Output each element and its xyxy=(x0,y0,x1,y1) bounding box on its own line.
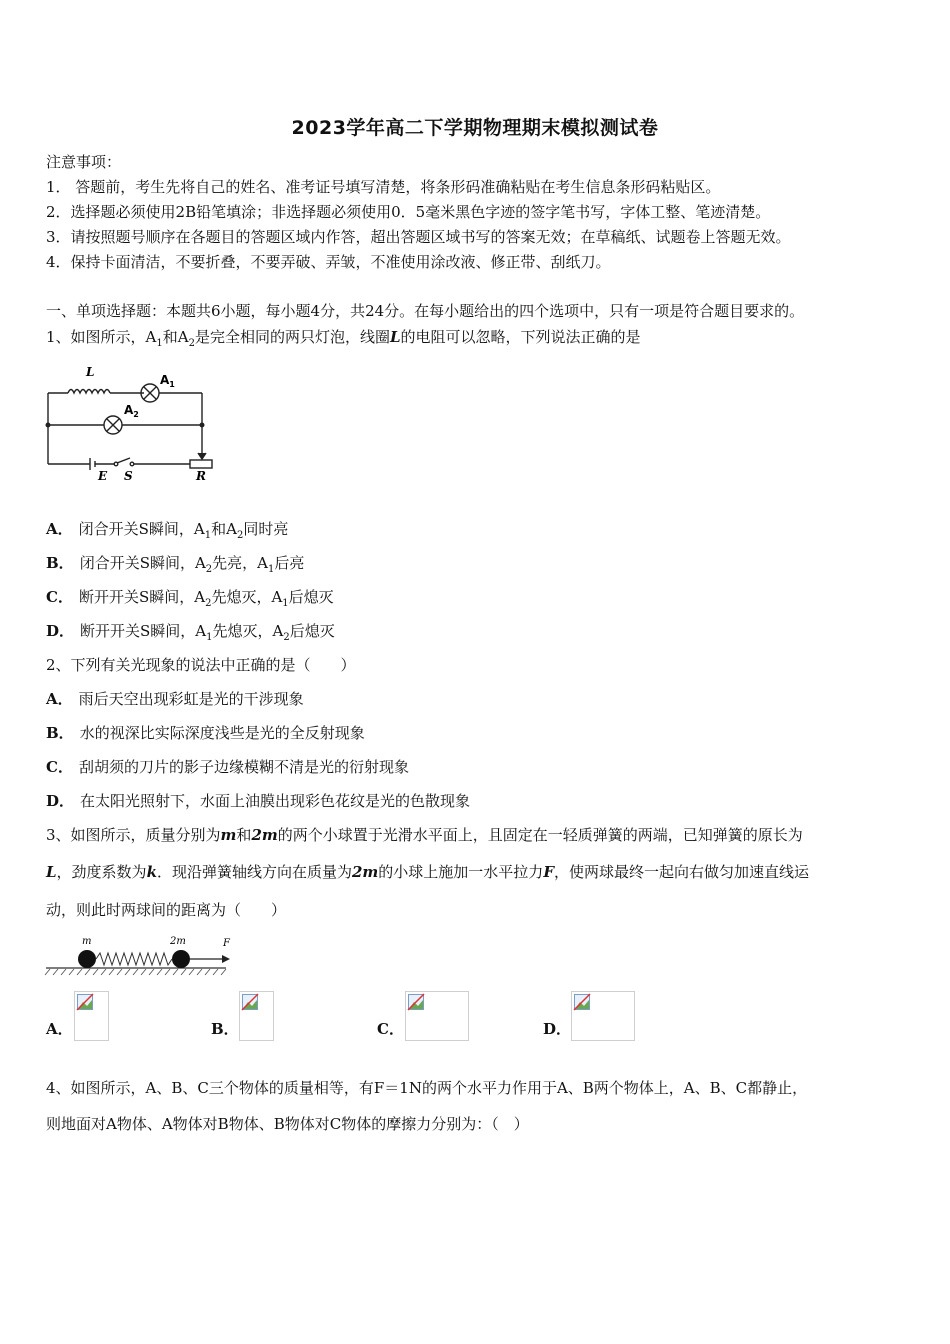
q1-option-c: C． 断开开关S瞬间，$A_2$先熄灭，$A_1$后熄灭 xyxy=(46,588,334,609)
rheostat xyxy=(190,460,212,468)
page-title: 2023学年高二下学期物理期末模拟测试卷 xyxy=(291,117,659,139)
notice-item-2: 2．选择题必须使用2B铅笔填涂；非选择题必须使用0．5毫米黑色字迹的签字笔书写，字体工整、笔迹清楚。 xyxy=(46,203,771,221)
q3-choice-a-image xyxy=(74,991,109,1041)
q2-option-c: C． 刮胡须的刀片的影子边缘模糊不清是光的衍射现象 xyxy=(46,758,409,776)
broken-image-icon xyxy=(408,994,424,1010)
notice-item-4: 4．保持卡面清洁，不要折叠，不要弄破、弄皱，不准使用涂改液、修正带、刮纸刀。 xyxy=(46,253,611,271)
spring xyxy=(96,953,172,965)
q3-stem-line2: L，劲度系数为k．现沿弹簧轴线方向在质量为2m的小球上施加一水平拉力F，使两球最终一起向右做匀加速直线运 xyxy=(46,863,809,881)
q3-choice-c: C． xyxy=(377,1020,404,1038)
broken-image-icon xyxy=(574,994,590,1010)
q1-option-a: A． 闭合开关S瞬间，$A_1$和$A_2$同时亮 xyxy=(46,520,289,541)
q2-option-b: B． 水的视深比实际深度浅些是光的全反射现象 xyxy=(46,724,365,742)
q3-choice-d: D． xyxy=(543,1020,572,1038)
ball-2m xyxy=(172,950,190,968)
label-E: E xyxy=(98,469,108,483)
q3-choice-a: A． xyxy=(46,1020,73,1038)
q4-stem-line1: 4、如图所示，A、B、C三个物体的质量相等，有F＝1N的两个水平力作用于A、B两个物体上，A、B、C都静止， xyxy=(46,1079,808,1097)
q4-stem-line2: 则地面对A物体、A物体对B物体、B物体对C物体的摩擦力分别为：（ ） xyxy=(46,1115,529,1133)
q3-choice-b-image xyxy=(239,991,274,1041)
label-m: m xyxy=(82,936,92,947)
q3-stem-line3: 动，则此时两球间的距离为（ ） xyxy=(46,901,287,919)
q3-choice-b: B． xyxy=(211,1020,239,1038)
q1-circuit-diagram xyxy=(40,362,220,482)
label-A2: $A_2$ xyxy=(124,403,139,419)
q2-stem: 2、下列有关光现象的说法中正确的是（ ） xyxy=(46,656,356,674)
ball-m xyxy=(78,950,96,968)
section-heading: 一、单项选择题：本题共6小题，每小题4分，共24分。在每小题给出的四个选项中，只有一项是符合题目要求的。 xyxy=(46,302,805,320)
label-F: F xyxy=(223,938,230,949)
label-L: L xyxy=(86,365,95,379)
notice-item-3: 3．请按照题号顺序在各题目的答题区域内作答，超出答题区域书写的答案无效；在草稿纸、试题卷上答题无效。 xyxy=(46,228,791,246)
q2-option-d: D． 在太阳光照射下，水面上油膜出现彩色花纹是光的色散现象 xyxy=(46,792,471,810)
q3-spring-diagram xyxy=(44,932,244,976)
q3-choice-d-image xyxy=(571,991,635,1041)
q1-option-b: B． 闭合开关S瞬间，$A_2$先亮，$A_1$后亮 xyxy=(46,554,305,575)
label-A1: $A_1$ xyxy=(160,373,175,389)
label-2m: 2m xyxy=(170,936,186,947)
q3-choice-c-image xyxy=(405,991,469,1041)
notice-heading: 注意事项： xyxy=(46,153,122,171)
broken-image-icon xyxy=(77,994,93,1010)
label-R: R xyxy=(196,469,206,483)
q2-option-a: A． 雨后天空出现彩虹是光的干涉现象 xyxy=(46,690,304,708)
q1-stem: 1、如图所示，$A_1$和$A_2$是完全相同的两只灯泡，线圈L的电阻可以忽略，下列说法正确的是 xyxy=(46,328,641,349)
switch-blade xyxy=(117,458,130,463)
q1-option-d: D． 断开开关S瞬间，$A_1$先熄灭，$A_2$后熄灭 xyxy=(46,622,335,643)
broken-image-icon xyxy=(242,994,258,1010)
q3-stem-line1: 3、如图所示，质量分别为m和2m的两个小球置于光滑水平面上，且固定在一轻质弹簧的两端，已知弹簧的原长为 xyxy=(46,826,803,844)
force-arrowhead xyxy=(222,955,230,963)
label-S: S xyxy=(124,469,133,483)
notice-item-1: 1． 答题前，考生先将自己的姓名、准考证号填写清楚，将条形码准确粘贴在考生信息条形码粘贴区。 xyxy=(46,178,721,196)
inductor-coil xyxy=(68,390,110,394)
